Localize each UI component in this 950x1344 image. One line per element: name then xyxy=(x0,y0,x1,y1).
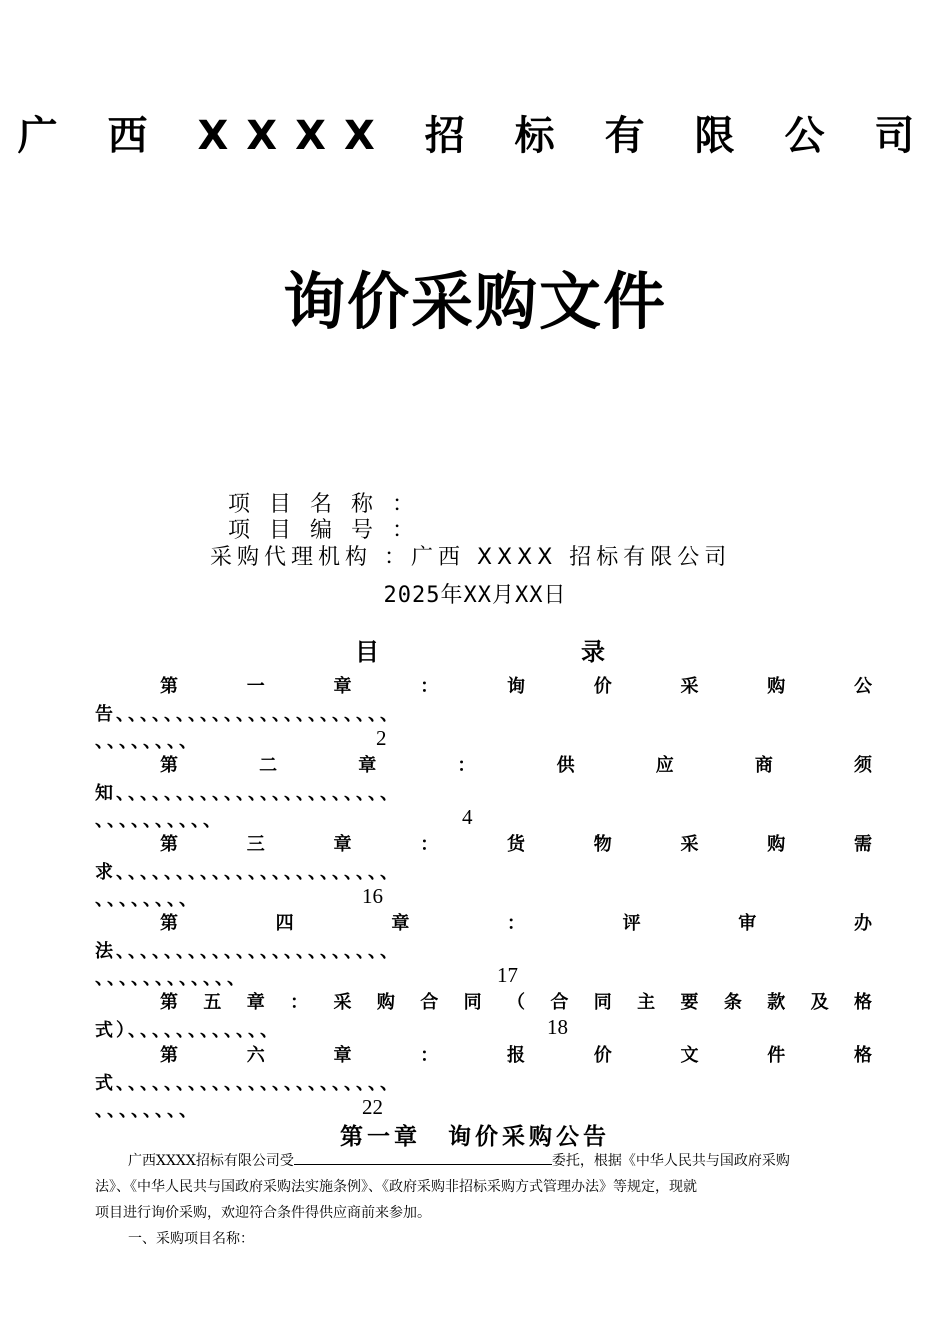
toc-char: 价 xyxy=(593,676,612,697)
toc-char: 三 xyxy=(246,834,265,855)
toc-entry-3-leader: 求、、、、、、、、、、、、、、、、、、、、、、、 xyxy=(95,862,401,883)
toc-entry-4-leader-2: 、、、、、、、、、、、、 xyxy=(95,968,248,989)
toc-char: 章 xyxy=(333,1045,352,1066)
toc-entry-6-page[interactable]: 22 xyxy=(362,1095,383,1119)
toc-entry-2-head[interactable] xyxy=(160,755,872,777)
toc-char: 审 xyxy=(738,913,757,934)
toc-char: 章 xyxy=(358,755,377,776)
toc-entry-2-leader: 知、、、、、、、、、、、、、、、、、、、、、、、 xyxy=(95,783,401,804)
toc-char: 供 xyxy=(556,755,575,776)
agency-line: 采购代理机构 ：广西 XXXX 招标有限公司 xyxy=(210,545,732,570)
toc-char: 章 xyxy=(391,913,410,934)
chapter-1-paragraph-1 xyxy=(128,1148,885,1174)
toc-char: 及 xyxy=(810,992,829,1013)
toc-char: 报 xyxy=(507,1045,525,1066)
toc-char: ： xyxy=(420,1045,439,1066)
toc-char: 需 xyxy=(854,834,872,855)
toc-entry-6-leader-2: 、、、、、、、、 xyxy=(95,1100,200,1121)
toc-char: 采 xyxy=(680,834,699,855)
toc-char: 五 xyxy=(203,992,222,1013)
toc-char: 评 xyxy=(622,913,641,934)
toc-char: 采 xyxy=(680,676,699,697)
toc-entry-1-leader: 告、、、、、、、、、、、、、、、、、、、、、、、 xyxy=(95,704,401,725)
toc-char: 第 xyxy=(160,676,178,697)
toc-entry-5-head[interactable] xyxy=(160,992,872,1014)
toc-entry-1-leader-2: 、、、、、、、、 xyxy=(95,731,200,752)
toc-char: 应 xyxy=(655,755,674,776)
toc-char: 件 xyxy=(767,1045,786,1066)
toc-title-part-a: 目 xyxy=(355,638,379,666)
toc-char: （ xyxy=(507,992,525,1013)
toc-char: 货 xyxy=(507,834,525,855)
toc-char: 合 xyxy=(550,992,569,1013)
toc-char: 格 xyxy=(854,992,872,1013)
toc-char: 第 xyxy=(160,755,178,776)
toc-char: 主 xyxy=(637,992,656,1013)
toc-entry-4-head[interactable] xyxy=(160,913,872,935)
toc-entry-6-head[interactable] xyxy=(160,1045,872,1067)
toc-char: 格 xyxy=(854,1045,872,1066)
toc-char: 购 xyxy=(767,834,786,855)
toc-char: ： xyxy=(420,834,439,855)
toc-char: 办 xyxy=(853,913,872,934)
toc-char: 购 xyxy=(767,676,786,697)
toc-char: 文 xyxy=(680,1045,699,1066)
toc-entry-3-head[interactable] xyxy=(160,834,872,856)
toc-entry-1-head[interactable] xyxy=(160,676,872,698)
company-name: 广 西 XXXX 招 标 有 限 公 司 xyxy=(17,113,933,159)
toc-entry-6-leader: 式、、、、、、、、、、、、、、、、、、、、、、、 xyxy=(95,1073,401,1094)
toc-entry-4-leader: 法、、、、、、、、、、、、、、、、、、、、、、、 xyxy=(95,941,401,962)
toc-entry-2-leader-2: 、、、、、、、、、、 xyxy=(95,810,224,831)
project-name-label: 项 目 名 称 ： xyxy=(228,492,420,517)
toc-char: 第 xyxy=(160,913,178,934)
toc-char: 同 xyxy=(463,992,482,1013)
toc-char: 采 xyxy=(333,992,352,1013)
toc-char: 须 xyxy=(853,755,872,776)
chapter-1-heading: 第一章 询价采购公告 xyxy=(340,1124,610,1150)
procurement-item-name-label: 一、采购项目名称： xyxy=(128,1231,254,1247)
toc-entry-3-page[interactable]: 16 xyxy=(362,884,383,908)
toc-char: ： xyxy=(420,676,439,697)
toc-char: 公 xyxy=(854,676,872,697)
toc-char: 六 xyxy=(246,1045,265,1066)
toc-char: 第 xyxy=(160,992,178,1013)
entrust-prefix: 广西XXXX招标有限公司受 xyxy=(128,1153,294,1169)
toc-char: 价 xyxy=(593,1045,612,1066)
project-number-label: 项 目 编 号 ： xyxy=(228,518,420,543)
toc-char: 章 xyxy=(333,834,352,855)
toc-char: 商 xyxy=(754,755,773,776)
toc-char: 一 xyxy=(246,676,265,697)
toc-title xyxy=(355,632,605,667)
toc-char: 要 xyxy=(680,992,699,1013)
toc-char: 物 xyxy=(593,834,612,855)
chapter-1-paragraph-2: 法》、《中华人民共与国政府采购法实施条例》、《政府采购非招标采购方式管理办法》等规定，现就 xyxy=(95,1179,697,1195)
toc-char: 章 xyxy=(333,676,352,697)
toc-entry-1-page[interactable]: 2 xyxy=(376,726,387,750)
toc-char: 条 xyxy=(723,992,742,1013)
toc-char: 第 xyxy=(160,834,178,855)
toc-char: 章 xyxy=(246,992,265,1013)
document-date: 2025年XX月XX日 xyxy=(383,583,567,608)
toc-char: ： xyxy=(457,755,476,776)
entrust-suffix: 委托，根据《中华人民共与国政府采购 xyxy=(551,1153,790,1169)
toc-entry-4-page[interactable]: 17 xyxy=(497,963,518,987)
toc-entry-5-leader: 式）、、、、、、、、、、、、 xyxy=(95,1020,281,1041)
toc-entry-2-page[interactable]: 4 xyxy=(462,805,473,829)
toc-char: 第 xyxy=(160,1045,178,1066)
toc-char: 二 xyxy=(259,755,278,776)
toc-entry-5-page[interactable]: 18 xyxy=(547,1015,568,1039)
toc-entry-3-leader-2: 、、、、、、、、 xyxy=(95,889,200,910)
client-blank-field[interactable] xyxy=(294,1149,552,1165)
toc-char: 合 xyxy=(420,992,439,1013)
toc-char: 同 xyxy=(593,992,612,1013)
toc-title-part-b: 录 xyxy=(581,638,605,666)
document-title: 询价采购文件 xyxy=(282,265,667,338)
chapter-1-paragraph-3: 项目进行询价采购，欢迎符合条件得供应商前来参加。 xyxy=(95,1205,431,1221)
toc-char: 款 xyxy=(767,992,786,1013)
toc-char: 询 xyxy=(507,676,525,697)
toc-char: 四 xyxy=(275,913,294,934)
toc-char: ： xyxy=(506,913,525,934)
toc-char: ： xyxy=(290,992,309,1013)
toc-char: 购 xyxy=(376,992,395,1013)
